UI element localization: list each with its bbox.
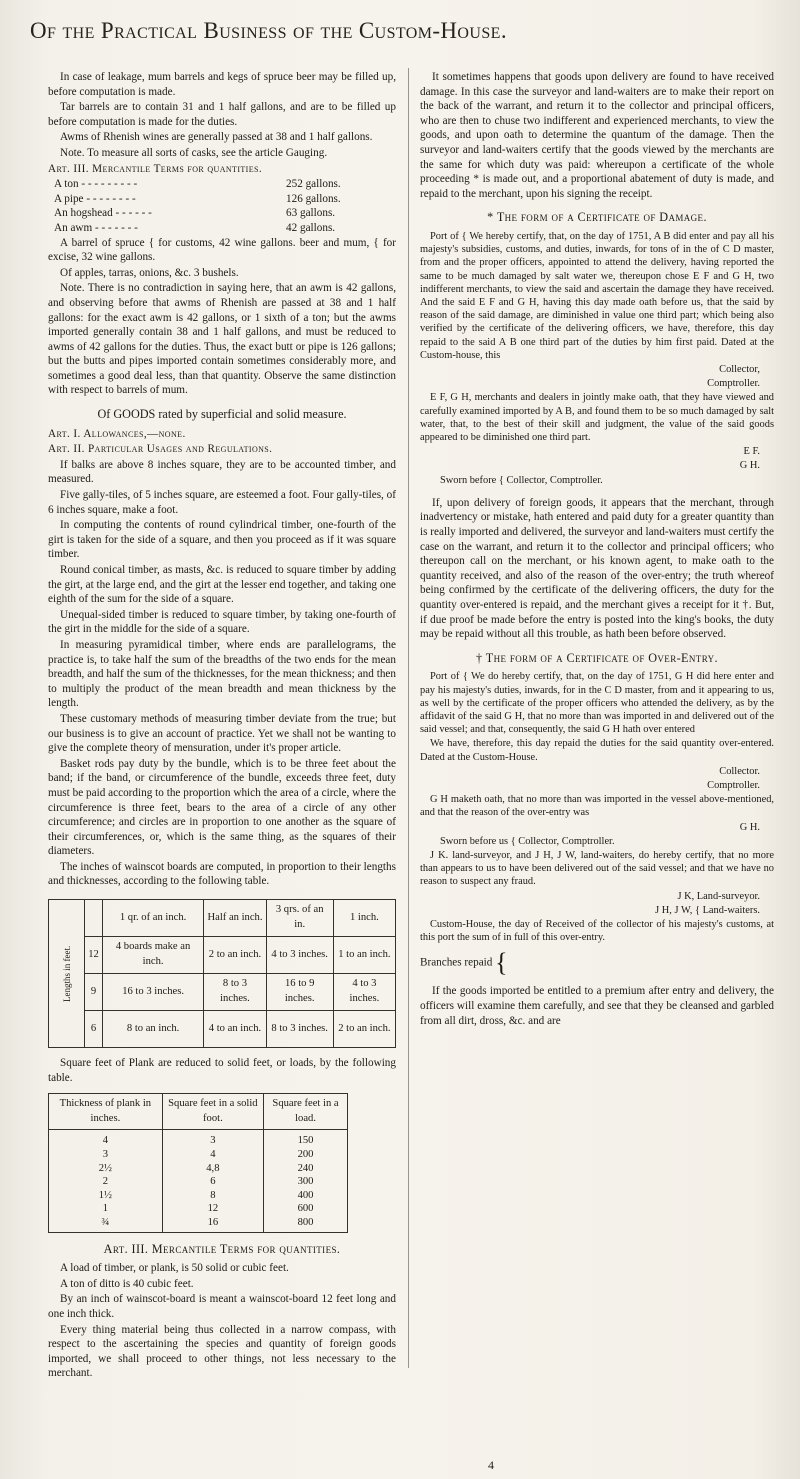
table-cell: 16 to 9 inches.	[266, 974, 333, 1011]
paragraph: If the goods imported be entitled to a premium after entry and delivery, the officers will examine them carefully, and see that they be cleansed and garbled from all dirt, dross, &c. and are	[420, 985, 774, 1027]
table-header: 1 qr. of an inch.	[102, 900, 204, 937]
solid-foot-column	[162, 1130, 263, 1232]
paragraph: By an inch of wainscot-board is meant a wainscot-board 12 feet long and one inch thick.	[48, 1293, 396, 1320]
table-value: 3	[210, 1135, 216, 1147]
term-value: 126 gallons.	[286, 192, 341, 205]
paragraph: Awms of Rhenish wines are generally passed at 38 and 1 half gallons.	[60, 131, 373, 144]
table-row	[49, 1130, 348, 1232]
table-cell: 8 to 3 inches.	[266, 1011, 333, 1048]
paragraph: If balks are above 8 inches square, they are to be accounted timber, and measured.	[48, 458, 396, 486]
table-value: 200	[297, 1149, 314, 1161]
paragraph: Square feet of Plank are reduced to solid feet, or loads, by the following table.	[48, 1057, 396, 1084]
table-value: 12	[207, 1203, 219, 1215]
term-value: 252 gallons.	[286, 178, 341, 191]
paragraph: Basket rods pay duty by the bundle, which is to be three feet about the band; if the band, or circumference of the bundle, exceeds three feet, duty must be paid according to the proportion which the area of a circle, where the circumference is three feet, bears to the area of a circle of any other circumference; and circles are in proportion to one another as the square of their circumferences, or, which is the same thing, as the squares of their diameters.	[48, 757, 396, 858]
form-text: Custom-House, the day of Received of the collector of his majesty's customs, at this port the sum of in full of this over-entry.	[420, 918, 774, 944]
table-value: 2	[102, 1176, 108, 1188]
paragraph: Of apples, tarras, onions, &c. 3 bushels.	[60, 266, 239, 279]
paragraph: Round conical timber, as masts, &c. is reduced to square timber by adding the girt, at the large end, and the girt at the lesser end together, and taking one eighth of the sum for the side of a square.	[48, 564, 396, 606]
table-header: Square feet in a load.	[264, 1094, 348, 1130]
table-header: Half an inch.	[204, 900, 266, 937]
paragraph: In measuring pyramidical timber, where ends are parallelograms, the practice is, to take half the sum of the breadths of the two ends for the mean breadth, and half the sum of the thicknesses, for the mean thickness; and then to multiply the product of the mean breadth and mean thickness by the length.	[48, 638, 396, 710]
note: Note. There is no contradiction in saying here, that an awm is 42 gallons, and observing before that awms of Rhenish are passed at 38 and 1 half gallons: for the exact awm is 42 gallons, or 1 sixth of a ton; but the awms imported generally contain 38 and 1 half gallons, and must be reduced to awms of 42 gallons for the duties. Thus, the exact butt or pipe is 126 gallons; but the butts and pipes imported contain sometimes considerably more, and sometimes a good deal less, than that quantity. Observe the same distinction with respect to barrels of mum.	[48, 282, 396, 397]
signature-line: Comptroller.	[707, 779, 760, 791]
table-value: 240	[297, 1162, 314, 1174]
signature-line: G H.	[739, 460, 760, 472]
article-heading: Art. I. Allowances,—none.	[48, 427, 186, 440]
thickness-column	[49, 1130, 163, 1232]
page-number: 4	[488, 1458, 494, 1472]
table-header: Square feet in a solid foot.	[162, 1094, 263, 1130]
table-cell: 4 to an inch.	[204, 1011, 266, 1048]
table-value: 3	[102, 1149, 108, 1161]
terms-list	[48, 177, 396, 235]
table-cell	[85, 900, 103, 937]
signature-line: Collector,	[719, 363, 760, 375]
term-row	[48, 192, 396, 207]
term-value: 42 gallons.	[286, 221, 336, 234]
branches-line	[420, 950, 774, 976]
form-text: G H maketh oath, that no more than was imported in the vessel above-mentioned, and that the reason of the over-entry was	[420, 794, 774, 819]
table-value: 1	[102, 1203, 108, 1215]
table-cell: 4 to 3 inches.	[333, 974, 395, 1011]
sworn-line: Sworn before { Collector, Comptroller.	[440, 474, 603, 486]
column-divider	[408, 68, 409, 1368]
paragraph: The inches of wainscot boards are computed, in proportion to their lengths and thicknesses, according to the following table.	[48, 860, 396, 888]
table-cell: 8 to 3 inches.	[204, 974, 266, 1011]
section-heading: Art. III. Mercantile Terms for quantities.	[103, 1241, 341, 1256]
length-cell: 6	[85, 1011, 103, 1048]
plank-table	[48, 1093, 348, 1232]
table-cell: 2 to an inch.	[333, 1011, 395, 1048]
term-name: An awm - - - - - - -	[54, 221, 138, 234]
paragraph: In case of leakage, mum barrels and kegs of spruce beer may be filled up, before computation is made.	[48, 71, 396, 98]
note: Note. To measure all sorts of casks, see the article Gauging.	[60, 146, 328, 159]
table-value: 800	[297, 1217, 314, 1228]
form-text: E F, G H, merchants and dealers in jointly make oath, that they have viewed and carefully examined imported by A B, and found them to be so much damaged by salt water, that, to the best of their skill and judgment, the value of the said goods appeared to be diminished one third part.	[420, 392, 774, 443]
table-value: 4	[102, 1135, 108, 1147]
form-text: J K. land-surveyor, and J H, J W, land-waiters, do hereby certify, that no more than appears to us to have been delivered out of the said vessel; and that we have no reason to suspect any fraud.	[420, 849, 774, 888]
paragraph: Every thing material being thus collected in a narrow compass, with respect to the ascertaining the species and quantity of foreign goods imported, we shall proceed to other things, not less necessary to the merchant.	[48, 1323, 396, 1380]
table-value: 600	[297, 1203, 314, 1215]
paragraph: If, upon delivery of foreign goods, it appears that the merchant, through inadvertency or mistake, hath entered and paid duty for a greater quantity than is really imported and delivered, the surveyor and land-waiters must certify the case on the warrant, and return it to the collector and principal officers; who thereupon call on the merchant, or his known agent, to make oath to the quantity received, and also of the reason of the over-entry; the truth whereof being confirmed by the certificate of the delivering officers, the duty for the quantity over-entered is repaid, and the merchant gives a receipt for it †. But, if due proof be made before the entry is posted into the king's books, the duty may be repaid without all this trouble, as hath been before observed.	[420, 496, 774, 641]
term-row	[48, 221, 396, 236]
table-cell: 16 to 3 inches.	[102, 974, 204, 1011]
term-row	[48, 206, 396, 221]
length-cell: 12	[85, 937, 103, 974]
term-name: A ton - - - - - - - - -	[54, 178, 138, 191]
length-cell: 9	[85, 974, 103, 1011]
table-value: 1½	[98, 1189, 112, 1201]
signature-line: Collector.	[719, 765, 760, 777]
paragraph: Unequal-sided timber is reduced to square timber, by taking one-fourth of the girt in the middle for the side of a square.	[48, 608, 396, 636]
table-value: 150	[297, 1135, 314, 1147]
article-heading: Art. II. Particular Usages and Regulations.	[48, 443, 273, 456]
table-value: ¾	[101, 1217, 110, 1228]
form-heading: * The form of a Certificate of Damage.	[487, 210, 707, 225]
running-head: Of the Practical Business of the Custom-House.	[30, 18, 507, 43]
table-row	[49, 1011, 396, 1048]
form-heading: † The form of a Certificate of Over-Entry.	[476, 650, 718, 665]
right-column	[420, 70, 774, 1029]
table-header: 3 qrs. of an in.	[266, 900, 333, 937]
term-name: An hogshead - - - - - -	[54, 207, 152, 220]
term-value: 63 gallons.	[286, 207, 336, 220]
paragraph: Tar barrels are to contain 31 and 1 half gallons, and are to be filled up before computation is made for the duties.	[48, 101, 396, 128]
signature-line: G H.	[739, 821, 760, 833]
signature-line: Comptroller.	[707, 378, 760, 390]
sworn-line: Sworn before us { Collector, Comptroller.	[440, 835, 615, 847]
term-name: A pipe - - - - - - - -	[54, 192, 136, 205]
paragraph: It sometimes happens that goods upon delivery are found to have received damage. In this case the surveyor and land-waiters are to make their report on the back of the warrant, and return it to the collector and principal officers, who are then to chuse two indifferent and experienced merchants, to view the goods, and upon oath to determine the quantum of the damage. Then the surveyor and land-waiters certify that the goods viewed by the merchants are the same for which duty was paid: whereupon a certificate of the whole proceeding * is made out, and a proportional abatement of duty is made, and repaid to the merchant, upon his signing the receipt.	[420, 71, 774, 200]
section-heading: Art. III. Mercantile Terms for quantities.	[48, 162, 263, 175]
paragraph: A ton of ditto is 40 cubic feet.	[60, 1277, 194, 1290]
table-row	[49, 937, 396, 974]
branches-label: Branches repaid	[420, 956, 493, 969]
table-value: 4	[210, 1149, 216, 1161]
paragraph: These customary methods of measuring timber deviate from the true; but our business is to give an account of practice. Yet we shall not be wanting to give the complete theory of mensuration, under it's proper article.	[48, 712, 396, 755]
term-row	[48, 177, 396, 192]
table-value: 8	[210, 1189, 216, 1201]
table-header-row	[49, 1094, 348, 1130]
table-cell: 4 to 3 inches.	[266, 937, 333, 974]
paragraph: A barrel of spruce { for customs, 42 wine gallons. beer and mum, { for excise, 32 wine gallons.	[48, 236, 396, 264]
table-header: 1 inch.	[333, 900, 395, 937]
table-row	[49, 974, 396, 1011]
section-title: Of GOODS rated by superficial and solid measure.	[97, 407, 347, 422]
paragraph: A load of timber, or plank, is 50 solid or cubic feet.	[60, 1262, 289, 1275]
table-cell: 1 to an inch.	[333, 937, 395, 974]
form-text: We have, therefore, this day repaid the duties for the said quantity over-entered. Dated at the Custom-House.	[420, 738, 774, 763]
table-cell: 4 boards make an inch.	[102, 937, 204, 974]
table-value: 6	[210, 1176, 216, 1188]
table-value: 4,8	[206, 1162, 220, 1174]
left-column	[48, 70, 396, 1382]
table-cell: 8 to an inch.	[102, 1011, 204, 1048]
table-header: Thickness of plank in inches.	[49, 1094, 163, 1130]
brace-icon: {	[495, 948, 508, 978]
damage-certificate-form	[420, 230, 774, 487]
signature-line: E F.	[743, 446, 760, 458]
signature-line: J K, Land-surveyor.	[677, 890, 760, 902]
form-text: Port of { We hereby certify, that, on the day of 1751, A B did enter and pay all his majesty's subsidies, customs, and duties, inwards, for tons of in the of C D master, from and the proper officers, appointed to attend the delivery, having reported the same to be much damaged by salt water we, thereupon chose E F and G H, two indifferent merchants, to view the said and ascertain the damage they have received. And the said E F and G H, having this day made oath before us, that the said by reason of the said damage, are diminished in value one third part; which being also verified by the certificate of the delivering officers, we have, therefore, this day repaid to the said A B one third part of the duties by him first paid. Dated at the Custom-house, this	[420, 230, 774, 361]
load-column	[264, 1130, 348, 1232]
signature-line: J H, J W, { Land-waiters.	[655, 904, 760, 916]
table-value: 400	[297, 1189, 314, 1201]
table-header-row	[49, 900, 396, 937]
table-cell: 2 to an inch.	[204, 937, 266, 974]
form-text: Port of { We do hereby certify, that, on the day of 1751, G H did here enter and pay his majesty's duties, inwards, for in the C D master, from and it appearing to us, as well by the certificate of the proper officers who attended the delivery, as by the affidavit of the said G H, that no more than was imported in and delivered out of the said vessel; and that, consequently, the said G H hath over entered	[420, 671, 774, 736]
table-value: 16	[207, 1217, 219, 1228]
side-label: Lengths in feet.	[49, 900, 85, 1048]
paragraph: In computing the contents of round cylindrical timber, one-fourth of the girt is taken for the side of a square, and then you proceed as if it was square timber.	[48, 519, 396, 561]
table-value: 2½	[98, 1162, 112, 1174]
over-entry-certificate-form	[420, 670, 774, 944]
wainscot-table	[48, 899, 396, 1048]
paragraph: Five gally-tiles, of 5 inches square, are esteemed a foot. Four gally-tiles, of 6 inches square, make a foot.	[48, 489, 396, 516]
table-value: 300	[297, 1176, 314, 1188]
